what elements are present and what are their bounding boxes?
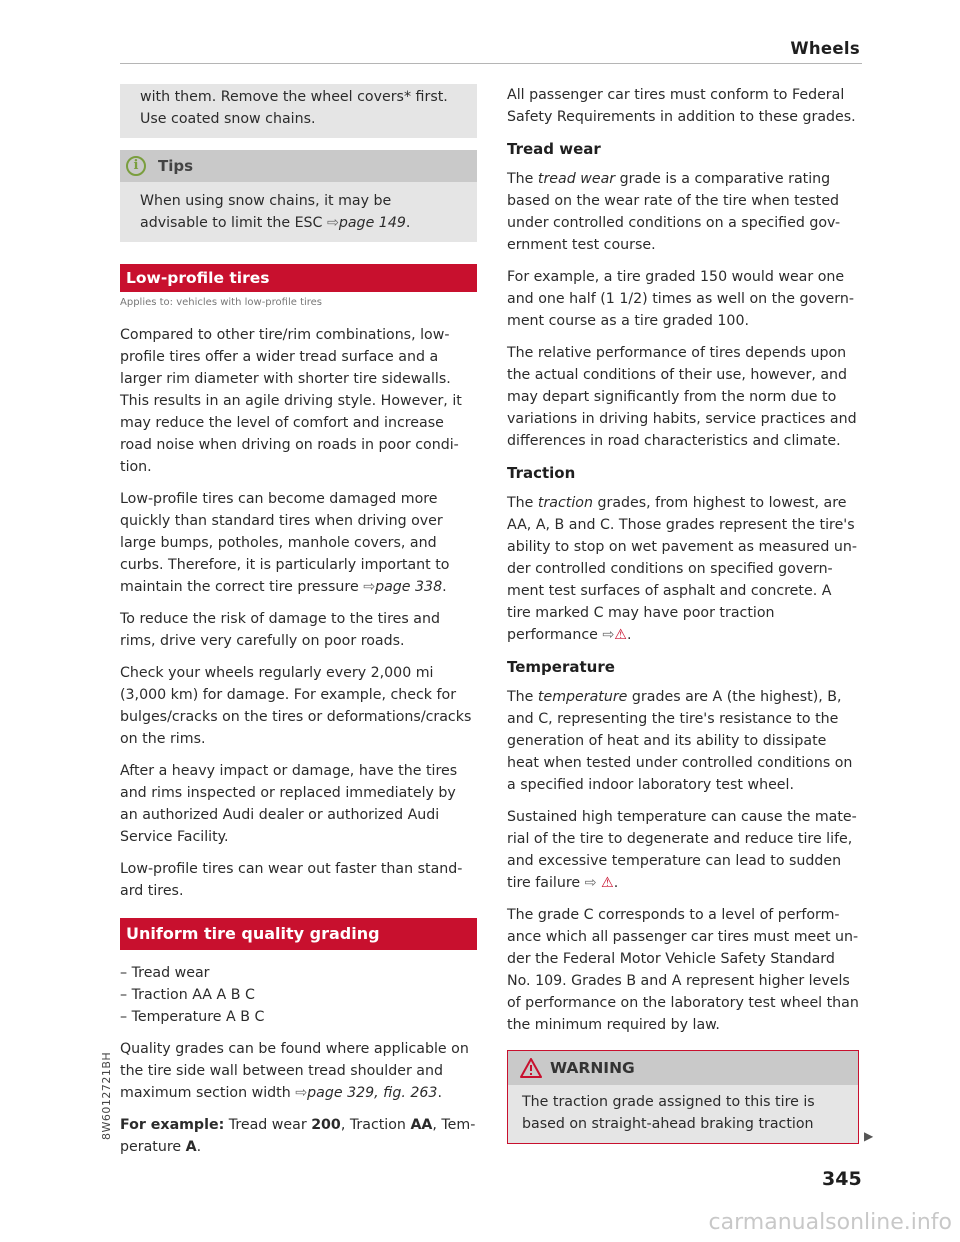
warning-header [508,1051,858,1085]
right-column [507,84,859,1144]
link-arrow-icon: ⇨ [363,579,376,595]
warning-box [507,1050,859,1144]
warning-triangle-icon[interactable]: ⚠ [614,627,628,643]
paragraph: All passenger car tires must conform to Federal Safety Requirements in addition to these grades. [507,87,856,125]
page-link[interactable]: page 338 [375,579,443,595]
paragraph: Check your wheels regularly every 2,000 mi (3,000 km) for damage. For example, check for bulges/cracks on the tires or deformations/cracks on the rims. [120,665,472,747]
watermark: carmanualsonline.info [708,1210,952,1235]
paragraph: Quality grades can be found where applicable on the tire side wall between tread shoulder and maximum section width ⇨page 329, fig. 263. [120,1041,469,1101]
page-link[interactable]: page 329, fig. 263 [307,1085,438,1101]
paragraph: Compared to other tire/rim combinations, low-profile tires offer a wider tread surface and a larger rim diameter with shorter tire sidewalls. This results in an agile driving style. However, it may reduce the level of comfort and increase road noise when driving on roads in poor condi-tion. [120,327,462,475]
link-arrow-icon: ⇨ [326,215,339,231]
page-number: 345 [822,1168,862,1190]
paragraph: The tread wear grade is a comparative rating based on the wear rate of the tire when tested under controlled conditions on a specified gov-ernment test course. [507,171,841,253]
link-arrow-icon: ⇨ [602,627,615,643]
list-item: – Traction AA A B C [120,987,255,1003]
paragraph: Low-profile tires can wear out faster than stand-ard tires. [120,861,463,899]
paragraph: After a heavy impact or damage, have the tires and rims inspected or replaced immediately by an authorized Audi dealer or authorized Audi Service Facility. [120,763,458,845]
paragraph: Sustained high temperature can cause the mate-rial of the tire to degenerate and reduce tire life, and excessive temperature can lead to sudden tire failure ⇨ ⚠. [507,809,857,891]
warning-body [508,1085,858,1143]
section-heading-low-profile: Low-profile tires [120,264,477,292]
left-column [120,84,477,1168]
document-code: 8W6012721BH [100,1051,113,1140]
grade-list [120,962,477,1028]
section-heading-utqg: Uniform tire quality grading [120,918,477,950]
snow-chains-text: with them. Remove the wheel covers* first. Use coated snow chains. [140,89,448,127]
paragraph: To reduce the risk of damage to the tires and rims, drive very carefully on poor roads. [120,611,440,649]
paragraph: For example, a tire graded 150 would wear one and one half (1 1/2) times as well on the govern-ment course as a tire graded 100. [507,269,854,329]
link-arrow-icon: ⇨ [584,875,597,891]
chapter-title: Wheels [790,39,860,58]
warning-triangle-icon[interactable]: ⚠ [601,875,614,891]
tips-page-link[interactable]: page 149 [338,215,406,231]
example-paragraph: For example: Tread wear 200, Traction AA, Tem-perature A. [120,1117,476,1155]
paragraph: Low-profile tires can become damaged more quickly than standard tires when driving over large bumps, potholes, manhole covers, and curbs. Therefore, it is particularly important to maintain the correct tire pressure ⇨page 338. [120,491,450,595]
info-icon: i [126,156,146,176]
page-header [120,38,862,64]
warning-text: The traction grade assigned to this tire is based on straight-ahead braking traction [522,1094,815,1132]
heading-temperature: Temperature [507,658,615,676]
heading-tread-wear: Tread wear [507,140,601,158]
paragraph: The traction grades, from highest to lowest, are AA, A, B and C. Those grades represent the tire's ability to stop on wet pavement as measured un-der controlled conditions on specified govern-ment test surfaces of asphalt and concrete. A tire marked C may have poor traction performance ⇨⚠. [507,495,858,643]
tips-body [120,182,477,242]
snow-chains-box [120,84,477,138]
paragraph: The temperature grades are A (the highest), B, and C, representing the tire's resistance to the generation of heat and its ability to dissipate heat when tested under controlled conditions on a specified indoor laboratory test wheel. [507,689,853,793]
list-item: – Temperature A B C [120,1009,265,1025]
warning-triangle-icon [520,1058,542,1078]
continue-arrow-icon: ▶ [864,1129,874,1143]
tips-label: Tips [158,157,194,175]
paragraph: The relative performance of tires depends upon the actual conditions of their use, however, and may depart significantly from the norm due to variations in driving habits, service practices and differences in road characteristics and climate. [507,345,857,449]
applies-to: Applies to: vehicles with low-profile tires [120,297,323,308]
tips-header [120,150,477,182]
list-item: – Tread wear [120,965,210,981]
tips-text: When using snow chains, it may be advisable to limit the ESC ⇨page 149. [140,193,411,231]
header-rule [120,63,862,64]
tips-box [120,150,477,242]
link-arrow-icon: ⇨ [295,1085,308,1101]
paragraph: The grade C corresponds to a level of perform-ance which all passenger car tires must meet un-der the Federal Motor Vehicle Safety Standard No. 109. Grades B and A represent higher levels of performance on the laboratory test wheel than the minimum required by law. [507,907,859,1033]
warning-label: WARNING [550,1059,635,1077]
heading-traction: Traction [507,464,576,482]
